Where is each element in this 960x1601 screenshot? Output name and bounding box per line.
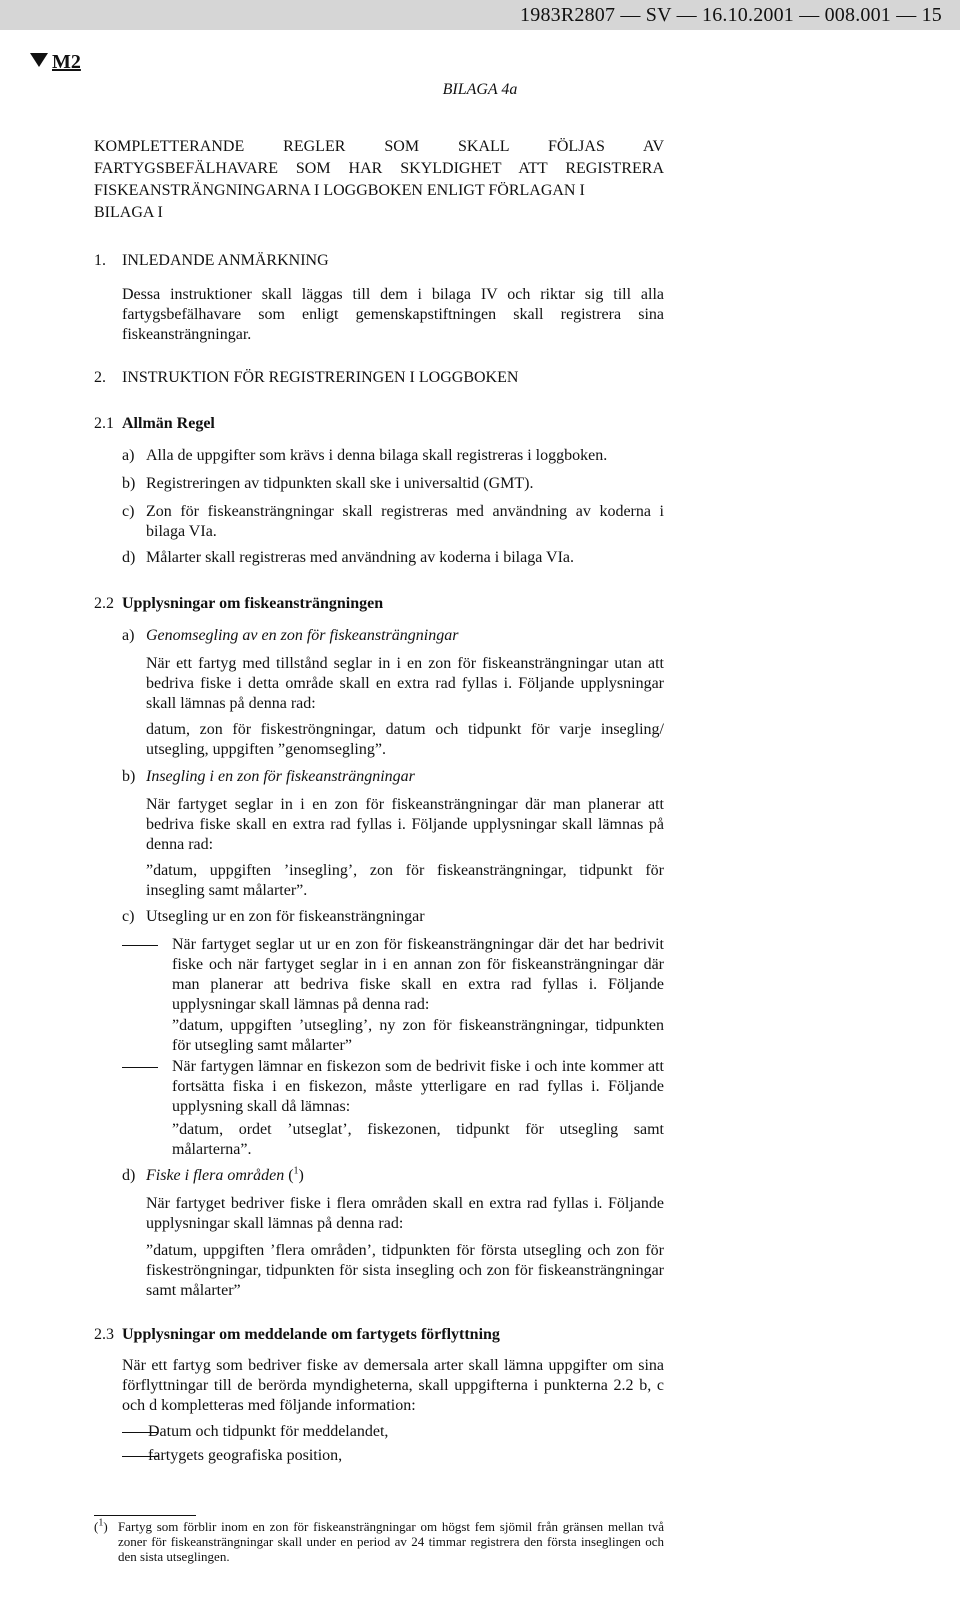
dash-bullet	[122, 945, 158, 946]
item-2-2-d-title: Fiske i flera områden	[146, 1167, 285, 1184]
item-2-1-c-text: Zon för fiskeansträngningar skall registreras med användning av koderna i bilaga VIa.	[146, 503, 664, 540]
section-2-number: 2.	[94, 369, 106, 386]
footnote-mark-number: 1	[98, 1517, 104, 1529]
triangle-down-icon	[30, 53, 48, 67]
item-2-2-c-indent-1: När fartyget seglar ut ur en zon för fiskeansträngningar där det har bedrivit fiske och när fartyget seglar in i en annan zon för fiskeansträngningar där man planerar att bedriva fiske skall en extra rad fyllas i. Följande upplysningar skall lämnas på denna rad:	[172, 936, 664, 1013]
item-2-2-c-indent-2: När fartygen lämnar en fiskezon som de bedrivit fiske i och inte kommer att fortsätta fiska i en fiskezon, måste ytterligare en rad fyllas i. Följande upplysning skall då lämnas:	[172, 1058, 664, 1115]
amendment-code: M2	[52, 51, 81, 73]
item-2-1-a-mark: a)	[122, 447, 135, 464]
item-2-2-c-title: Utsegling ur en zon för fiskeansträngningar	[146, 908, 425, 925]
item-2-1-d-text: Målarter skall registreras med användning av koderna i bilaga VIa.	[146, 549, 574, 566]
item-2-2-b-record: ”datum, uppgiften ’insegling’, zon för fiskeansträngningar, tidpunkt för insegling samt målarter”.	[146, 862, 664, 899]
footnote-mark: ($^1$)	[94, 1517, 108, 1534]
item-2-2-b-text: När fartyget seglar in i en zon för fiskeansträngningar där man planerar att bedriva fiske skall en extra rad fyllas i. Följande upplysningar skall lämnas på denna rad:	[146, 796, 664, 853]
item-2-2-b-title: Insegling i en zon för fiskeansträngningar	[146, 768, 415, 785]
item-2-2-a-mark: a)	[122, 627, 135, 644]
section-2-2-heading: Upplysningar om fiskeansträngningen	[122, 595, 384, 612]
item-2-2-b-mark: b)	[122, 768, 136, 785]
document-title	[94, 136, 664, 224]
page-header-bar	[0, 0, 960, 30]
section-2-3-heading: Upplysningar om meddelande om fartygets förflyttning	[122, 1326, 500, 1343]
item-2-1-a-text: Alla de uppgifter som krävs i denna bilaga skall registreras i loggboken.	[146, 447, 608, 464]
annex-label: BILAGA 4a	[442, 81, 518, 98]
document-title-main: KOMPLETTERANDE REGLER SOM SKALL FÖLJAS AV FARTYGSBEFÄLHAVARE SOM HAR SKYLDIGHET ATT REGISTRERA FISKEANSTRÄNGNINGARNA I LOGGBOKEN ENLIGT FÖRLAGAN I	[94, 138, 664, 199]
section-2-3-item-2: fartygets geografiska position,	[148, 1447, 343, 1464]
item-2-1-c-mark: c)	[122, 503, 135, 520]
section-1-text: Dessa instruktioner skall läggas till dem i bilaga IV och riktar sig till alla fartygsbefälhavare som enligt gemenskapstiftningen skall registrera sina fiskeansträngningar.	[122, 286, 664, 343]
item-2-2-d-text: När fartyget bedriver fiske i flera områden skall en extra rad fyllas i. Följande upplysningar skall lämnas på denna rad:	[146, 1195, 664, 1232]
footnote-reference: 1	[293, 1165, 299, 1177]
item-2-2-d-mark: d)	[122, 1167, 136, 1184]
item-2-1-d-mark: d)	[122, 549, 136, 566]
item-2-1-b-text: Registreringen av tidpunkten skall ske i universaltid (GMT).	[146, 475, 534, 492]
amendment-marker	[30, 50, 81, 74]
document-title-last: BILAGA I	[94, 204, 163, 221]
item-2-2-a-record: datum, zon för fiskeströngningar, datum och tidpunkt för varje insegling/ utsegling, uppgiften ”genomsegling”.	[146, 721, 664, 758]
item-2-2-c-mark: c)	[122, 908, 135, 925]
dash-bullet	[122, 1067, 158, 1068]
item-2-2-d-record: ”datum, uppgiften ’flera områden’, tidpunkten för första utsegling och zon för fiskeströngningar, tidpunkten för sista insegling och zon för fiskeansträngningar samt målarter”	[146, 1242, 664, 1299]
section-2-1-number: 2.1	[94, 415, 114, 432]
item-2-2-d-title-wrap: Fiske i flera områden ($^1$)	[146, 1165, 304, 1184]
footnote-rule	[94, 1515, 196, 1516]
section-2-1-heading: Allmän Regel	[122, 415, 215, 432]
section-1-heading: INLEDANDE ANMÄRKNING	[122, 252, 329, 269]
section-2-heading: INSTRUKTION FÖR REGISTRERINGEN I LOGGBOKEN	[122, 369, 519, 386]
item-2-1-b-mark: b)	[122, 475, 136, 492]
footnote-text: Fartyg som förblir inom en zon för fiskeansträngningar om högst fem sjömil från gränsen mellan två zoner för fiskeansträngningar skall under en period av 24 timmar registrera den första inseglingen och den sista utseglingen.	[118, 1519, 664, 1564]
item-2-2-c-indent-1-record: ”datum, uppgiften ’utsegling’, ny zon för fiskeansträngningar, tidpunkten för utsegling samt målarter”	[172, 1017, 664, 1054]
item-2-2-c-indent-2-record: ”datum, ordet ’utseglat’, fiskezonen, tidpunkt för utsegling samt målarterna”.	[172, 1121, 664, 1158]
section-2-3-number: 2.3	[94, 1326, 114, 1343]
item-2-2-a-title: Genomsegling av en zon för fiskeansträngningar	[146, 627, 459, 644]
section-2-2-number: 2.2	[94, 595, 114, 612]
section-2-3-text: När ett fartyg som bedriver fiske av demersala arter skall lämna uppgifter om sina förflyttningar till de berörda myndigheterna, skall uppgifterna i punkterna 2.2 b, c och d kompletteras med följande information:	[122, 1357, 664, 1414]
section-2-3-item-1: Datum och tidpunkt för meddelandet,	[148, 1423, 389, 1440]
section-1-number: 1.	[94, 252, 106, 269]
document-reference: 1983R2807 — SV — 16.10.2001 — 008.001 — 15	[520, 4, 942, 26]
item-2-2-a-text: När ett fartyg med tillstånd seglar in i en zon för fiskeansträngningar utan att bedriva fiske i detta område skall en extra rad fyllas i. Följande upplysningar skall lämnas på denna rad:	[146, 655, 664, 712]
